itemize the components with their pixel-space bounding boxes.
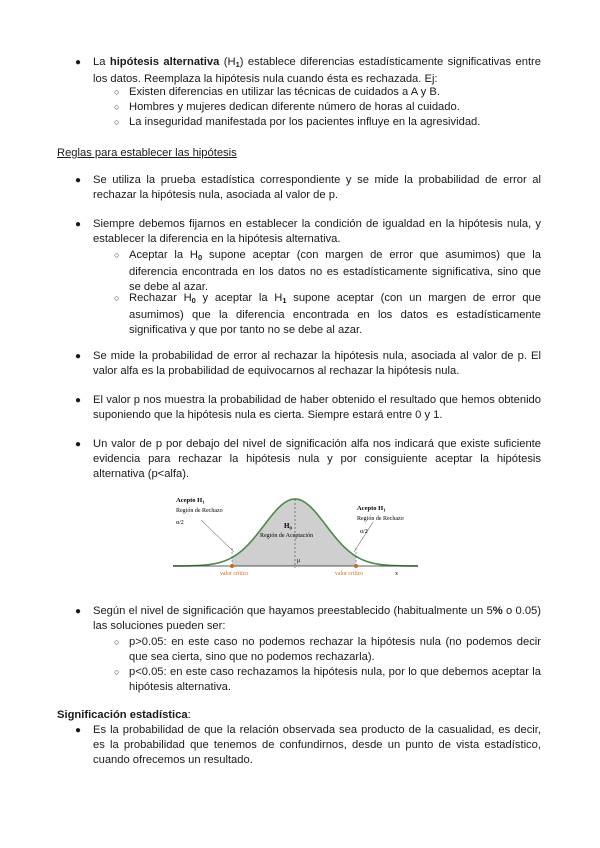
- rule-5: Un valor de p por debajo del nivel de significación alfa nos indicará que existe suficiente evidencia para rechazar la hipótesis nula y por consiguiente aceptar la hipótesis alternativa (p<alfa).: [93, 438, 541, 481]
- sig-text-b: o 0.05) las soluciones pueden ser:: [93, 605, 541, 633]
- alt-h-symbol: H: [227, 56, 236, 68]
- left-pointer: [201, 520, 234, 552]
- stat-sig-heading: [57, 708, 191, 723]
- center-region-label: Región de Aceptación: [260, 533, 313, 539]
- circle-bullet-icon: ○: [114, 117, 120, 127]
- circle-bullet-icon: ○: [114, 87, 120, 97]
- r2s1-sub: 0: [198, 253, 203, 262]
- r2s2-c: supone aceptar (con un margen de error que asumimos) que la diferencia encontrada en los datos es estadísticamente significativa y que por tanto no se debe al azar.: [129, 292, 541, 337]
- r2s2-b: y aceptar la H: [202, 292, 283, 304]
- significance-sub-2: p<0.05: en este caso rechazamos la hipótesis nula, por lo que debemos aceptar la hipótesis alternativa.: [129, 666, 541, 694]
- rule-3: Se mide la probabilidad de error al rechazar la hipótesis nula, asociada al valor de p. El valor alfa es la probabilidad de equivocarnos al rechazar la hipótesis nula.: [93, 350, 541, 378]
- right-pointer: [354, 522, 373, 552]
- bullet-icon: ●: [75, 351, 82, 362]
- right-alpha-label: α/2: [360, 529, 368, 535]
- mu-label: μ: [297, 558, 301, 564]
- left-region-label: Región de Rechazo: [176, 508, 223, 514]
- r2s2-sub0: 0: [191, 296, 196, 305]
- right-accept-label: Acepto $H_1$: [357, 505, 386, 513]
- bullet-icon: ●: [75, 606, 82, 617]
- alt-example-1: Existen diferencias en utilizar las técnicas de cuidados a A y B.: [129, 86, 440, 98]
- bullet-icon: ●: [75, 175, 82, 186]
- left-alpha-label: α/2: [176, 520, 184, 526]
- significance-rule: [93, 604, 541, 634]
- bullet-icon: ●: [75, 395, 82, 406]
- r2s1-a: Aceptar la H: [129, 249, 199, 261]
- rule-2: Siempre debemos fijarnos en establecer la condición de igualdad en la hipótesis nula, y establecer la diferencia en la hipótesis alternativa.: [93, 218, 541, 246]
- sig-pct: %: [492, 605, 503, 617]
- center-h-label: $H_0$: [284, 522, 292, 531]
- alt-example-3: La inseguridad manifestada por los pacientes influye en la agresividad.: [129, 116, 481, 128]
- circle-bullet-icon: ○: [114, 667, 120, 677]
- alt-example-2: Hombres y mujeres dedican diferente número de horas al cuidado.: [129, 101, 460, 113]
- stat-sig-colon: :: [187, 709, 191, 721]
- alt-rest-text: establece diferencias estadísticamente significativas entre los datos. Reemplaza la hipótesis nula cuando ésta es rechazada. Ej:: [93, 56, 541, 86]
- significance-sub-1: p>0.05: en este caso no podemos rechazar la hipótesis nula (no podemos decir que sea cierta, sino que no podemos rechazarla).: [129, 636, 541, 664]
- circle-bullet-icon: ○: [114, 637, 120, 647]
- sig-text-a: Según el nivel de significación que hayamos preestablecido (habitualmente un 5: [93, 605, 493, 617]
- bullet-icon: ●: [75, 219, 82, 230]
- rule-4: El valor p nos muestra la probabilidad de haber obtenido el resultado que hemos obtenido suponiendo que la hipótesis nula es cierta. Siempre estará entre 0 y 1.: [93, 394, 541, 422]
- alt-bold-term: hipótesis alternativa: [109, 56, 220, 68]
- left-critical-label: valor crítico: [220, 571, 249, 577]
- rule-2-sub-2: [129, 291, 541, 339]
- right-critical-marker: [354, 564, 358, 568]
- right-critical-label: valor crítico: [335, 571, 364, 577]
- r2s1-b: supone aceptar (con margen de error que asumimos) que la diferencia encontrada en los datos no es estadísticamente significativa, sino que se debe al azar.: [129, 249, 542, 294]
- r2s2-sub1: 1: [282, 296, 287, 305]
- rules-heading: Reglas para establecer las hipótesis: [57, 147, 237, 159]
- bullet-icon: ●: [75, 57, 82, 68]
- stat-sig-text: Es la probabilidad de que la relación observada sea producto de la casualidad, es decir, es la probabilidad que tenemos de confundirnos, desde un punto de vista estadístico, cuando ofrecemos un resultado.: [93, 724, 541, 767]
- circle-bullet-icon: ○: [114, 293, 120, 303]
- rule-2-sub-1: [129, 248, 541, 296]
- bullet-icon: ●: [75, 439, 82, 450]
- x-label: x: [395, 571, 398, 577]
- circle-bullet-icon: ○: [114, 250, 120, 260]
- alt-h-sub: 1: [235, 60, 240, 69]
- normal-distribution-figure: [168, 490, 430, 578]
- stat-sig-heading-text: Significación estadística: [57, 709, 188, 721]
- left-critical-marker: [230, 564, 234, 568]
- circle-bullet-icon: ○: [114, 102, 120, 112]
- right-region-label: Región de Rechazo: [357, 516, 404, 522]
- alt-hypothesis-paragraph: La hipótesis alternativa $(H_1)$ establece diferencias estadísticamente significativas entre los datos. Reemplaza la hipótesis nula cuando ésta es rechazada. Ej:: [93, 56, 541, 86]
- left-accept-label: Acepto $H_1$: [176, 497, 205, 505]
- r2s2-a: Rechazar H: [129, 292, 192, 304]
- bullet-icon: ●: [75, 725, 82, 736]
- alt-intro-prefix: La: [93, 56, 106, 68]
- rule-1: Se utiliza la prueba estadística correspondiente y se mide la probabilidad de error al rechazar la hipótesis nula, asociada al valor de p.: [93, 174, 541, 202]
